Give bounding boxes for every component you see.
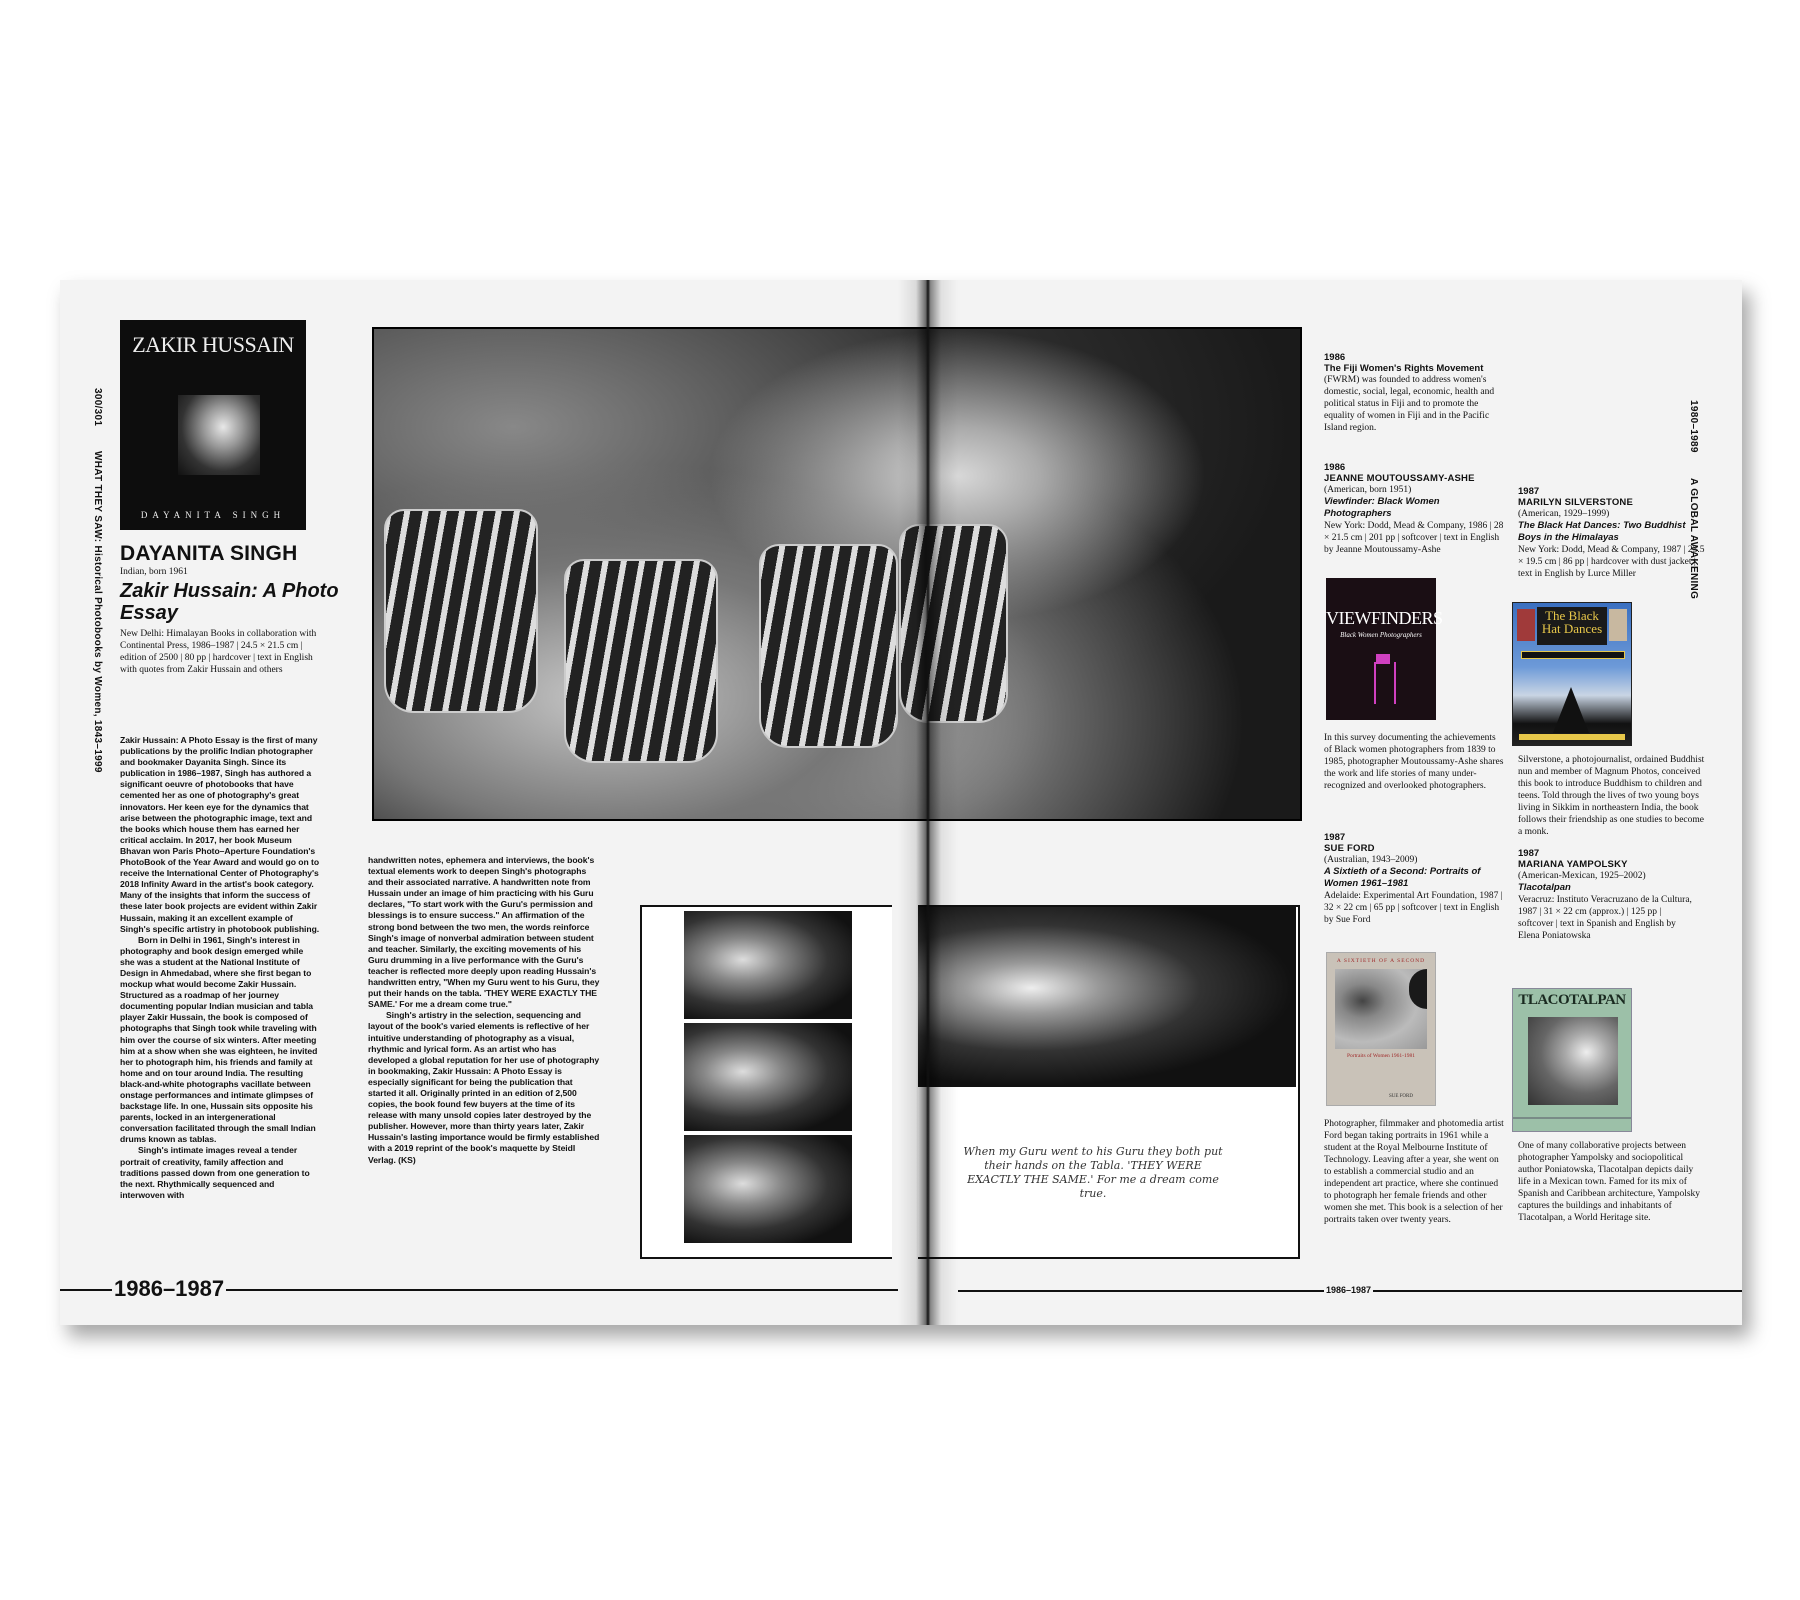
performance-photo (684, 1023, 852, 1131)
entry-year: 1987 (1518, 486, 1540, 497)
entry-description: Photographer, filmmaker and photomedia artist Ford began taking portraits in 1961 while a student at the Royal Melbourne Institute of Technology. Leaving after a year, she went on to establish a commercial studio and an independent art practice, where she continued to photograph her female friends and other women she met. This book is a selection of her portraits taken over twenty years. (1324, 1119, 1504, 1225)
essay-paragraph: handwritten notes, ephemera and interviews, the book's textual elements work to deepen Singh's photographs and their associated narrative. A handwritten note from Hussain under an image of him practicing with his Guru declares, "To start work with the Guru's permission and blessings is to ensure success." An affirmation of the strong bond between the two men, the words reinforce Singh's image of nonverbal admiration between student and teacher. Similarly, the exciting movements of his Guru drumming in a live performance with the Guru's teacher is reflected more deeply upon reading Hussain's handwritten entry, "When my Guru went to his Guru, they put their hands on the tabla. 'THEY WERE EXACTLY THE SAME.' For me a dream come true." (368, 855, 600, 1010)
entry-year: 1987 (1518, 848, 1540, 859)
entry-publication: New York: Dodd, Mead & Company, 1987 | 23.5 × 19.5 cm | 86 pp | hardcover with dust jacket | text in English by Lurce Miller (1518, 545, 1705, 579)
cover-subtitle: Black Women Photographers (1340, 631, 1422, 639)
entry-description: In this survey documenting the achievements of Black women photographers from 1839 to 1985, photographer Moutoussamy-Ashe shares the work and life stories of many under-recognized and overlooked photographers. (1324, 733, 1504, 791)
page-numbers: 300/301 (92, 388, 103, 427)
essay-column-2 (368, 855, 600, 1166)
entry-artist-name: MARIANA YAMPOLSKY (1518, 859, 1628, 870)
cover-title: TLACOTALPAN (1518, 992, 1626, 1008)
cover-photo (1335, 969, 1427, 1049)
black-hat-dances-cover (1512, 602, 1632, 746)
tabla-drum-image (564, 559, 718, 763)
entry-nationality: (American, 1929–1999) (1518, 509, 1610, 519)
entry-heading: The Fiji Women's Rights Movement (1324, 363, 1484, 374)
entry-nationality: (American-Mexican, 1925–2002) (1518, 871, 1646, 881)
handwritten-note: When my Guru went to his Guru they both put their hands on the Tabla. 'THEY WERE EXACTLY THE SAME.' For me a dream come true. (963, 1145, 1223, 1200)
running-section: A GLOBAL AWAKENING (1688, 477, 1699, 600)
book-spread (60, 280, 1742, 1325)
cover-title: ZAKIR HUSSAIN (132, 332, 294, 357)
cover-title: A SIXTIETH OF A SECOND (1336, 958, 1426, 964)
cover-photo (1528, 1017, 1618, 1105)
essay-paragraph: Singh's intimate images reveal a tender portrait of creativity, family affection and traditions passed down from one generation to the next. Rhythmically sequenced and interwoven with (120, 1145, 310, 1200)
entry-nationality: (American, born 1951) (1324, 485, 1412, 495)
entry-publication: New York: Dodd, Mead & Company, 1986 | 28 × 21.5 cm | 201 pp | softcover | text in English by Jeanne Moutoussamy-Ashe (1324, 521, 1504, 555)
entry-nationality: (Australian, 1943–2009) (1324, 855, 1418, 865)
entry-artist-name: SUE FORD (1324, 843, 1375, 854)
sixtieth-of-a-second-cover (1326, 952, 1436, 1106)
viewfinders-cover (1326, 578, 1443, 720)
timeline-label-right: 1986–1987 (1326, 1285, 1372, 1295)
cover-portrait (1609, 609, 1627, 641)
book-title: Zakir Hussain: A Photo Essay (120, 580, 339, 624)
entry-description: Silverstone, a photojournalist, ordained Buddhist nun and member of Magnum Photos, conceived this book to introduce Buddhism to children and teens. Told through the lives of two young boys living in Sikkim in northeastern India, the book follows their friendship as one studies to become a monk. (1518, 755, 1705, 837)
timeline-entry-sue-ford (1324, 832, 1506, 926)
entry-artist-name: MARILYN SILVERSTONE (1518, 497, 1634, 508)
entry-year: 1987 (1324, 832, 1346, 843)
cover-photo (178, 395, 260, 475)
entry-publication: Adelaide: Experimental Art Foundation, 1987 | 32 × 22 cm | 65 pp | softcover | text in English by Sue Ford (1324, 891, 1503, 925)
entry-year: 1986 (1324, 352, 1346, 363)
entry-description: One of many collaborative projects between photographer Yampolsky and sociopolitical author Poniatowska, Tlacotalpan depicts daily life in a Mexican town. Famed for its mix of Spanish and Caribbean architecture, Yampolsky captures the buildings and inhabitants of Tlacotalpan, a World Heritage site. (1518, 1141, 1701, 1223)
publication-info: New Delhi: Himalayan Books in collaboration with Continental Press, 1986–1987 | 24.5 × 21.5 cm | edition of 2500 | 80 pp | hardcover | text in English with quotes from Zakir Hussain and others (120, 629, 317, 675)
cover-credit-line (1513, 1117, 1631, 1119)
tabla-drum-image (384, 509, 538, 713)
running-years: 1980–1989 (1688, 400, 1699, 453)
entry-title: A Sixtieth of a Second: Portraits of Women 1961–1981 (1324, 866, 1481, 889)
timeline-label-left: 1986–1987 (114, 1276, 225, 1301)
performance-photo-large (918, 907, 1296, 1087)
artist-nationality: Indian, born 1961 (120, 567, 188, 577)
cover-portrait (1517, 609, 1535, 641)
tripod-icon (1374, 662, 1396, 704)
zakir-hussain-cover (120, 320, 306, 530)
cover-band (1519, 734, 1625, 740)
cover-author: SUE FORD (1388, 1094, 1413, 1099)
inner-right-page (918, 905, 1300, 1259)
performance-photo (684, 911, 852, 1019)
entry-title: The Black Hat Dances: Two Buddhist Boys in the Himalayas (1518, 520, 1686, 543)
timeline-entry-yampolsky (1518, 848, 1698, 942)
essay-paragraph: Singh's artistry in the selection, sequencing and layout of the book's varied elements is reflective of her intuitive understanding of photography as a visual, rhythmic and lyrical form. As an artist who has developed a global reputation for her use of photography in bookmaking, Zakir Hussain: A Photo Essay is especially significant for being the publication that started it all. Originally printed in an edition of 2,500 copies, the book found few buyers at the time of its release with many unsold copies later destroyed by the publisher. However, more than thirty years later, Zakir Hussain's lasting importance would be firmly established with a 2019 reprint of the book's maquette by Steidl Verlag. (KS) (368, 1010, 600, 1165)
cover-subtitle: Portraits of Women 1961-1981 (1346, 1053, 1416, 1059)
timeline-entry-moutoussamy-ashe (1324, 462, 1509, 556)
entry-publication: Veracruz: Instituto Veracruzano de la Cultura, 1987 | 31 × 22 cm (approx.) | 125 pp | softcover | text in Spanish and English by Elena Poniatowska (1518, 895, 1692, 941)
inner-left-page (640, 905, 892, 1259)
essay-paragraph: Zakir Hussain: A Photo Essay is the first of many publications by the prolific Indian photographer and bookmaker Dayanita Singh. Since its publication in 1986–1987, Singh has authored a significant oeuvre of photobooks that have cemented her as one of photography's great innovators. Her keen eye for the dynamics that arise between the photographic image, text and the books which house them has earned her critical acclaim. In 2017, her book Museum Bhavan won Paris Photo–Aperture Foundation's PhotoBook of the Year Award and would go on to receive the International Center of Photography's 2018 Infinity Award in the artist's book category. Many of the insights that inform the success of these later book projects are evident within Zakir Hussain, making it an excellent example of Singh's specific artistry in photobook publishing. (120, 735, 320, 934)
cover-title: VIEWFINDERS (1326, 608, 1443, 628)
pagoda-silhouette (1553, 687, 1589, 733)
running-book-title: WHAT THEY SAW: Historical Photobooks by Women, 1843–1999 (92, 451, 103, 774)
entry-description: (FWRM) was founded to address women's domestic, social, legal, economic, health and political status in Fiji and to promote the equality of women in Fiji and in the Pacific Island region. (1324, 375, 1495, 433)
entry-year: 1986 (1324, 462, 1346, 473)
tabla-drum-image (899, 524, 1008, 723)
entry-title: Tlacotalpan (1518, 882, 1571, 893)
timeline-entry-fwrm (1324, 352, 1504, 434)
essay-column-1 (120, 735, 320, 1201)
cover-title: The Black Hat Dances (1537, 607, 1607, 645)
cover-band (1521, 651, 1625, 659)
artist-name: DAYANITA SINGH (120, 542, 298, 565)
cover-author: DAYANITA SINGH (140, 510, 286, 520)
performance-photo (684, 1135, 852, 1243)
main-spread-photo (372, 327, 1302, 821)
inner-spread-photo (640, 905, 1302, 1255)
entry-artist-name: JEANNE MOUTOUSSAMY-ASHE (1324, 473, 1475, 484)
tabla-drum-image (759, 544, 898, 748)
entry-title: Viewfinder: Black Women Photographers (1324, 496, 1440, 519)
timeline-entry-silverstone (1518, 486, 1708, 580)
essay-paragraph: Born in Delhi in 1961, Singh's interest in photography and book design emerged while she was a student at the National Institute of Design in Ahmedabad, where she first began to mockup what would become Zakir Hussain. Structured as a roadmap of her journey documenting popular Indian musician and tabla player Zakir Hussain, the book is composed of photographs that Singh took while traveling with him over the course of six winters. After meeting him at a show when she was eighteen, he invited her to photograph him, his friends and family at home and on tour around India. The resulting black-and-white photographs vacillate between onstage performances and intimate glimpses of backstage life. In one, Hussain sits opposite his parents, locked in an intergenerational conversation facilitated through the small Indian drums known as tablas. (120, 934, 318, 1145)
left-running-head (92, 388, 103, 795)
tlacotalpan-cover (1512, 988, 1632, 1132)
